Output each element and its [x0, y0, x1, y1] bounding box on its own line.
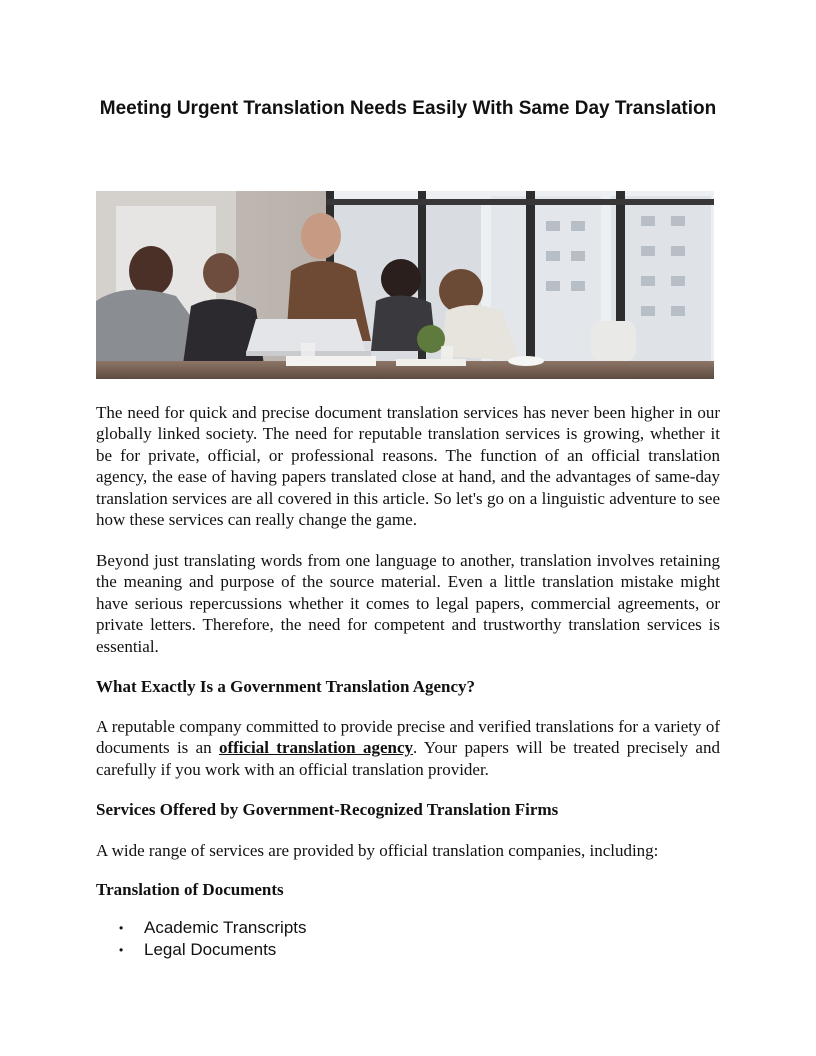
intro-paragraph: The need for quick and precise document translation services has never been higher in our globally linked society. The need for reputable translation services is growing, whether it be for private, official, or professional reasons. The function of an official translation agency, the ease of having papers translated close at hand, and the advantages of same-day translation services are all covered in this article. So let's go on a linguistic adventure to see how these services can really change the game. [96, 403, 720, 530]
government-agency-heading: What Exactly Is a Government Translation Agency? [96, 677, 476, 696]
services-intro-paragraph: A wide range of services are provided by official translation companies, including: [96, 841, 659, 860]
official-translation-agency-link[interactable]: official translation agency [218, 738, 413, 758]
list-item-label: Academic Transcripts [144, 918, 307, 937]
agency-description-paragraph [96, 716, 720, 780]
documents-heading: Translation of Documents [96, 880, 284, 899]
list-item [96, 917, 696, 939]
document-types-list [96, 917, 696, 961]
bullet-icon: • [119, 943, 124, 957]
services-heading: Services Offered by Government-Recognized Translation Firms [96, 800, 559, 819]
office-meeting-photo [96, 191, 714, 379]
list-item-label: Legal Documents [144, 940, 277, 959]
agency-text-before-link: A reputable company committed to provide precise and verified translations for a variety of documents is an [96, 717, 720, 758]
bullet-icon: • [119, 921, 124, 935]
agency-text-after-link: . Your papers will be treated precisely and carefully if you work with an official translation provider. [96, 738, 720, 779]
document-title: Meeting Urgent Translation Needs Easily With Same Day Translation [99, 98, 717, 119]
list-item [96, 939, 696, 961]
translation-importance-paragraph: Beyond just translating words from one language to another, translation involves retaining the meaning and purpose of the source material. Even a little translation mistake might have serious repercussions whether it comes to legal papers, commercial agreements, or private letters. Therefore, the need for competent and trustworthy translation services is essential. [96, 551, 720, 656]
